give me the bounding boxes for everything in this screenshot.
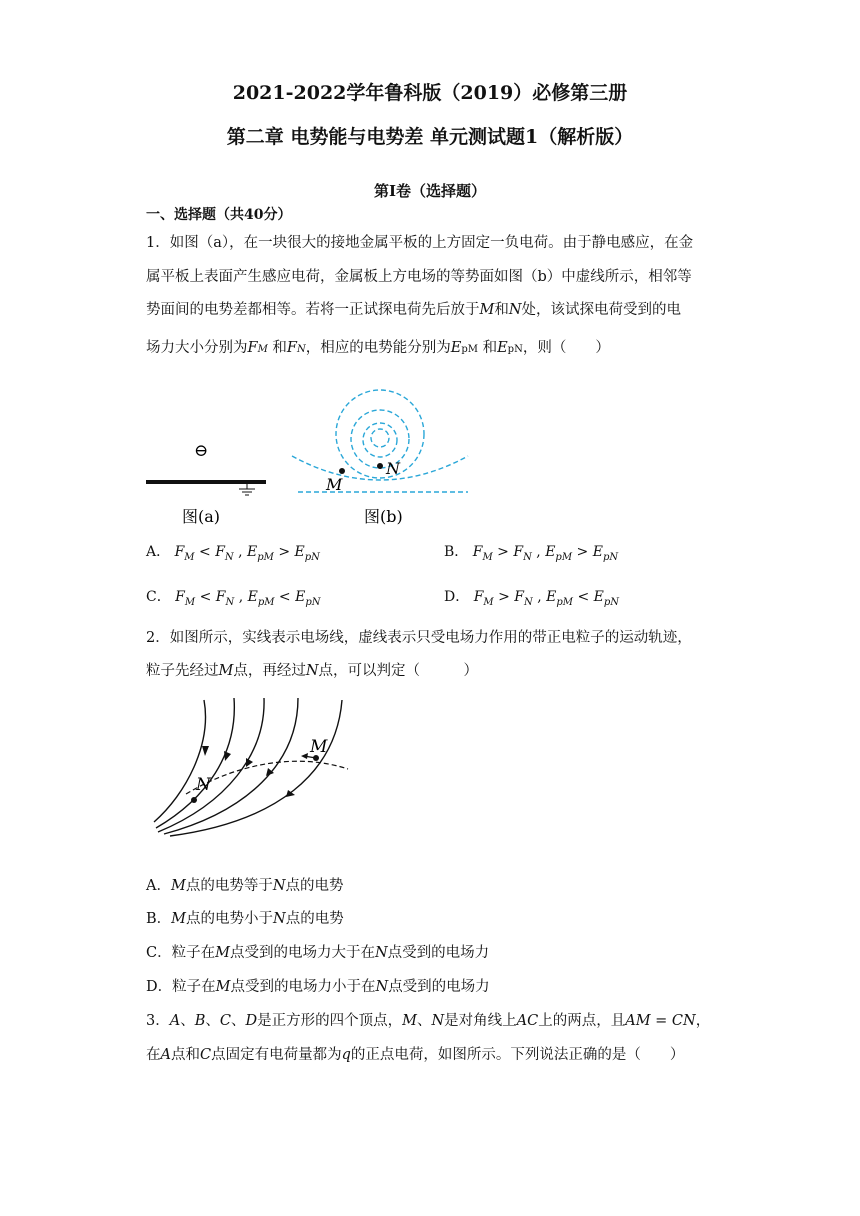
figure-a xyxy=(140,432,280,532)
q2-option-a[interactable]: A．M点的电势等于N点的电势 xyxy=(146,878,344,894)
q1-line3: 势面间的电势差都相等。若将一正试探电荷先后放于M和N处，该试探电荷受到的电 xyxy=(146,302,682,318)
document-title-line1: 2021-2022学年鲁科版（2019）必修第三册 xyxy=(232,82,628,104)
q3-line2: 在A点和C点固定有电荷量都为q的正点电荷，如图所示。下列说法正确的是（ ） xyxy=(146,1047,685,1063)
point-m-label: M xyxy=(310,737,328,757)
q3-line1: 3．A、B、C、D是正方形的四个顶点，M、N是对角线上AC上的两点，且AM = CN， xyxy=(146,1013,711,1029)
figure-b-label: 图(b) xyxy=(364,507,403,526)
q1-option-d[interactable]: D． $F_M > F_N$ , $E_{pM} < E_{pN}$ xyxy=(444,589,620,608)
q1-option-b[interactable]: B． $F_M > F_N$ , $E_{pM} > E_{pN}$ xyxy=(444,544,619,563)
equipotential-lines xyxy=(292,390,468,492)
point-m-label: M xyxy=(326,475,343,494)
q1-option-a[interactable]: A． $F_M < F_N$ , $E_{pM} > E_{pN}$ xyxy=(146,544,320,563)
q1-option-c[interactable]: C． $F_M < F_N$ , $E_{pM} < E_{pN}$ xyxy=(146,589,321,608)
negative-charge-symbol: ⊖ xyxy=(194,441,209,461)
figure-q2 xyxy=(146,694,356,840)
point-n-label: N xyxy=(196,775,211,795)
section-heading: 一、选择题（共40分） xyxy=(146,207,292,223)
q2-line2: 粒子先经过M点，再经过N点，可以判定（ ） xyxy=(146,663,479,679)
point-n-dot xyxy=(377,463,383,469)
q2-line1: 2．如图所示，实线表示电场线，虚线表示只受电场力作用的带正电粒子的运动轨迹， xyxy=(146,630,692,646)
point-n-label: N xyxy=(386,459,400,478)
q1-line1: 1．如图（a），在一块很大的接地金属平板的上方固定一负电荷。由于静电感应，在金 xyxy=(146,235,694,251)
velocity-arrow-head-icon xyxy=(301,753,308,759)
point-m-dot xyxy=(339,468,345,474)
figure-b xyxy=(288,374,478,530)
volume-heading: 第Ⅰ卷（选择题） xyxy=(373,182,487,200)
figure-a-label: 图(a) xyxy=(182,507,221,526)
q2-option-d[interactable]: D．粒子在M点受到的电场力小于在N点受到的电场力 xyxy=(146,979,490,995)
q2-option-c[interactable]: C．粒子在M点受到的电场力大于在N点受到的电场力 xyxy=(146,945,490,961)
q1-line4: 场力大小分别为FM 和FN，相应的电势能分别为EpM 和EpN，则（ ） xyxy=(146,340,610,356)
q1-line2: 属平板上表面产生感应电荷，金属板上方电场的等势面如图（b）中虚线所示，相邻等 xyxy=(146,269,692,285)
point-n-dot xyxy=(191,797,197,803)
document-title-line2: 第二章 电势能与电势差 单元测试题1（解析版） xyxy=(226,126,634,148)
q2-option-b[interactable]: B．M点的电势小于N点的电势 xyxy=(146,911,344,927)
electric-field-lines xyxy=(154,698,342,836)
